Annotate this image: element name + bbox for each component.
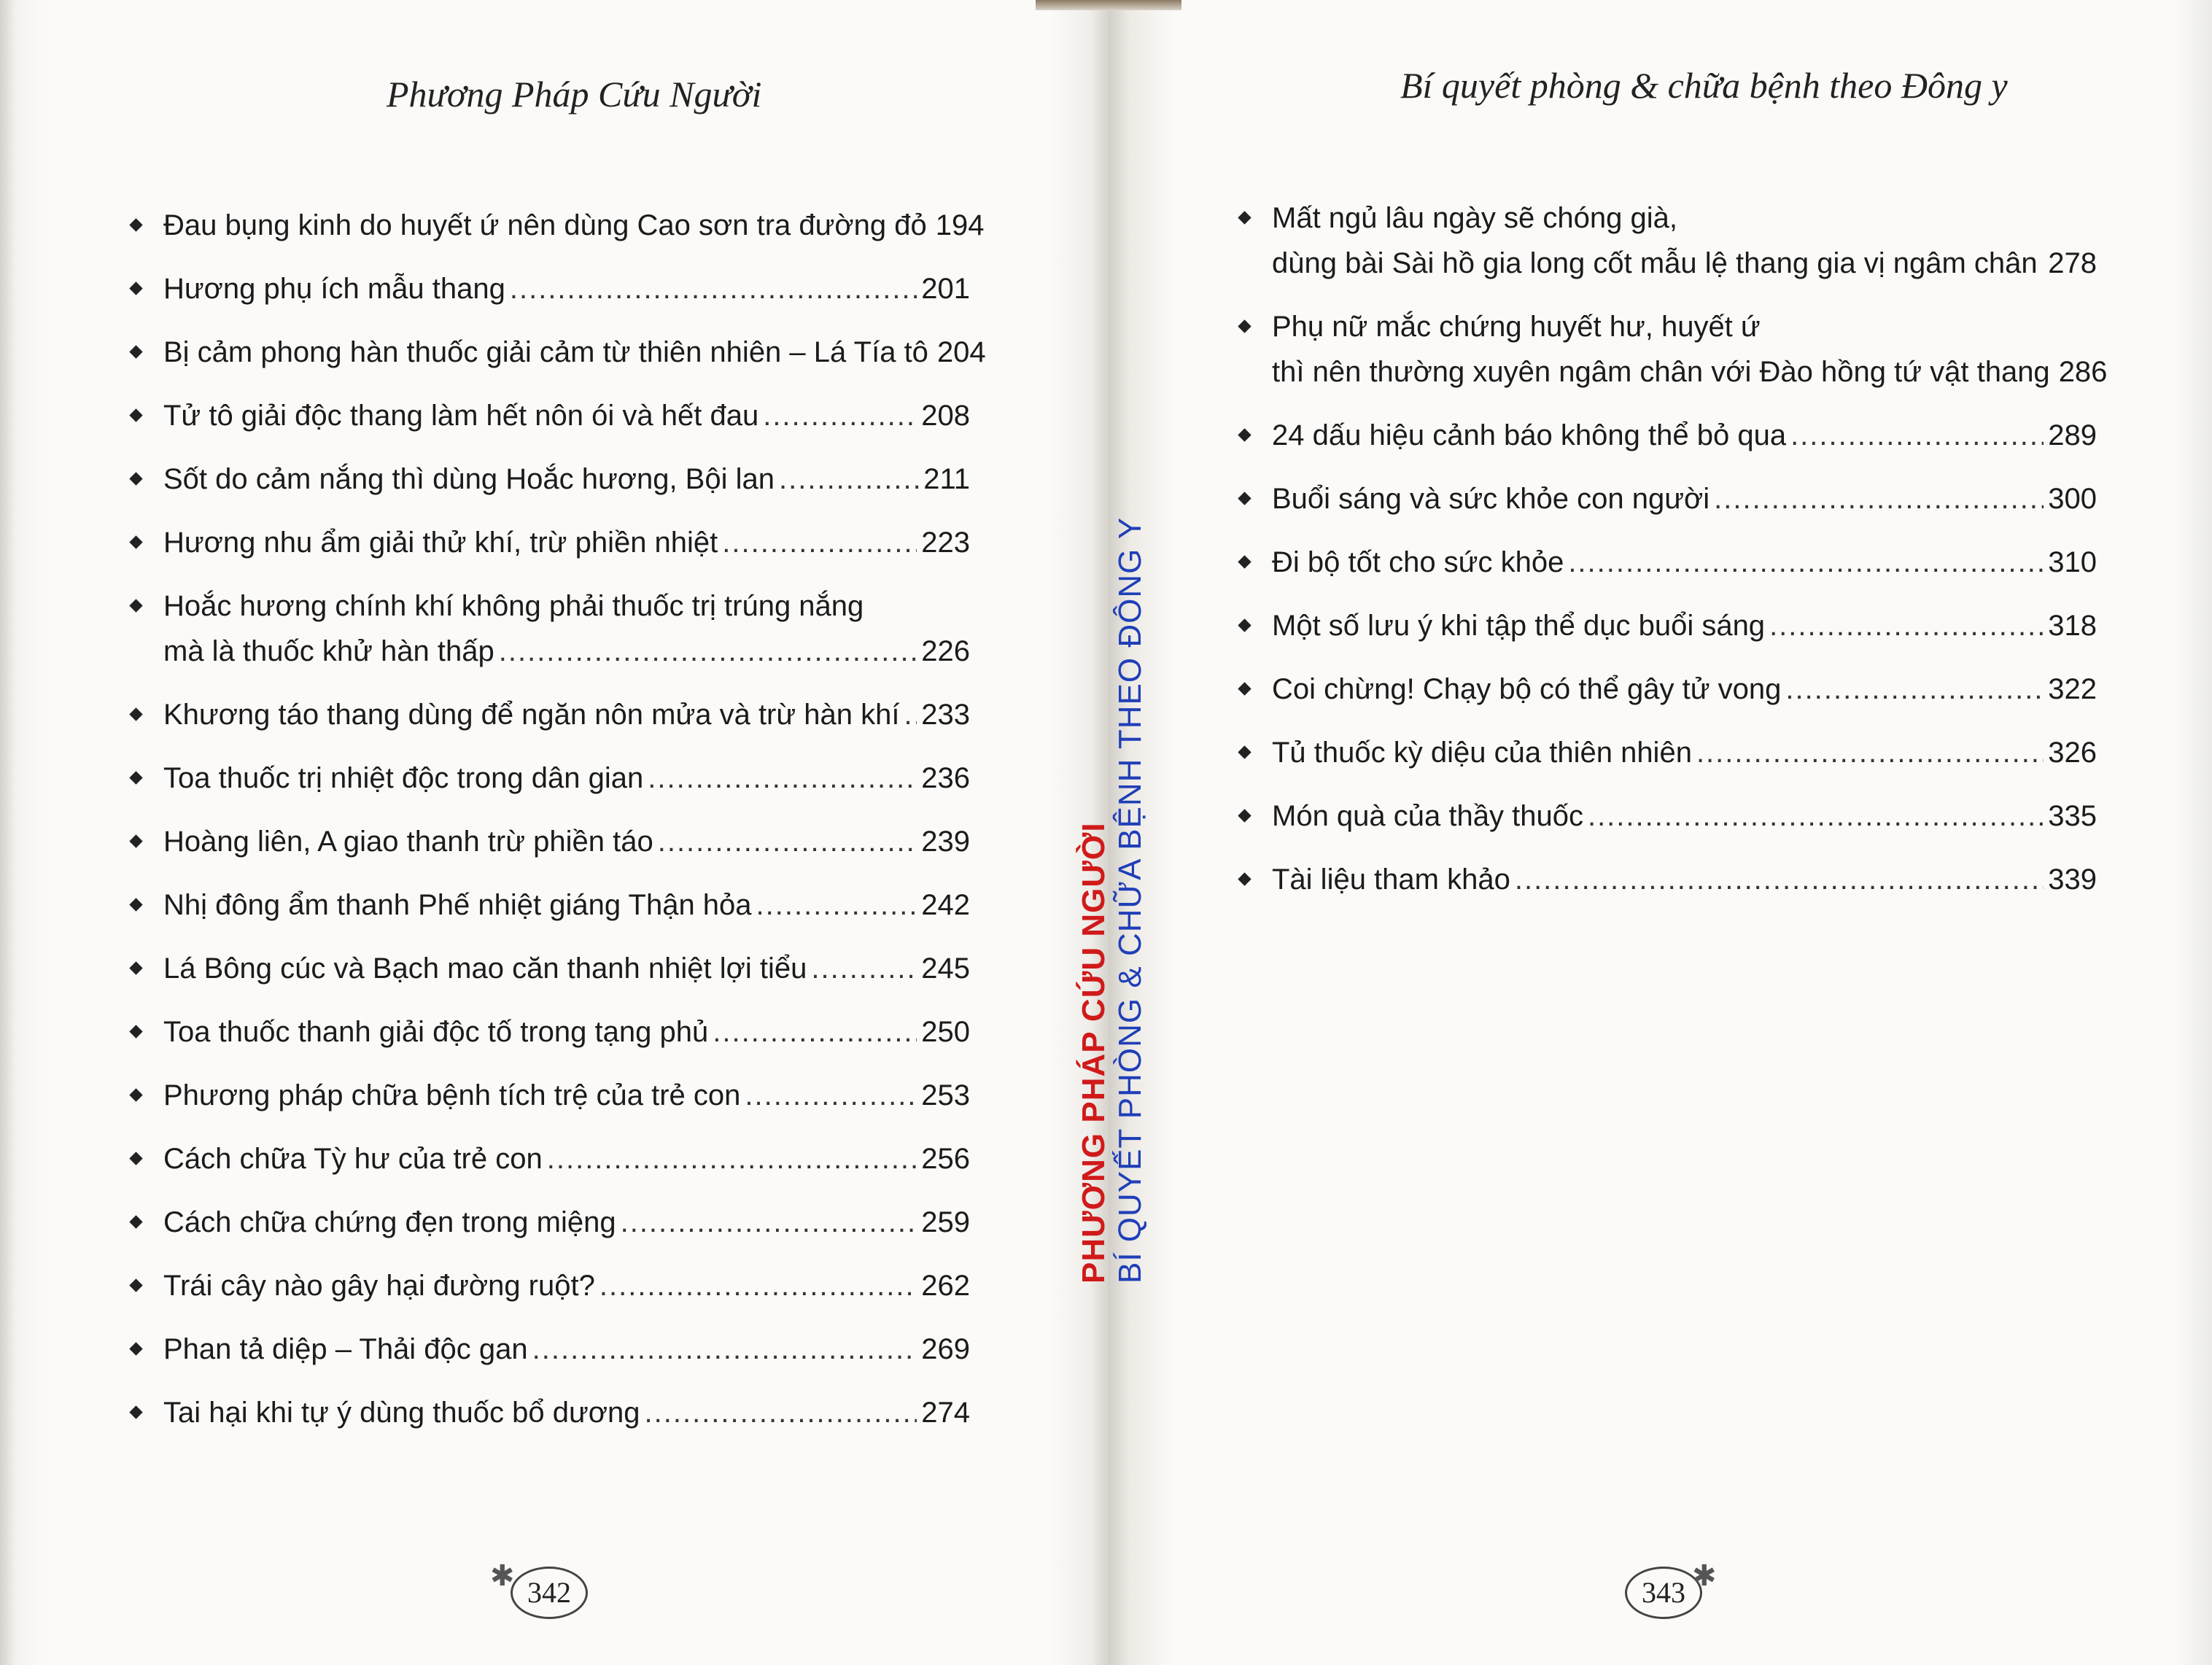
toc-entry-title-line: Phụ nữ mắc chứng huyết hư, huyết ứ bbox=[1272, 311, 1761, 343]
bullet-diamond-icon bbox=[129, 218, 142, 231]
dot-leader bbox=[2042, 241, 2044, 286]
dot-leader bbox=[1696, 730, 2044, 775]
right-page bbox=[1109, 0, 2212, 1665]
dot-leader bbox=[1714, 476, 2044, 521]
page-number-right: 343 bbox=[1625, 1567, 1702, 1619]
toc-entry-page: 262 bbox=[921, 1270, 970, 1302]
toc-entry-title: Món quà của thầy thuốc bbox=[1272, 800, 1583, 832]
toc-entry-line bbox=[163, 1136, 970, 1181]
toc-entry-title: Một số lưu ý khi tập thể dục buổi sáng bbox=[1272, 610, 1766, 642]
toc-entry-title: Đau bụng kinh do huyết ứ nên dùng Cao sơn tra đường đỏ bbox=[163, 209, 927, 241]
dot-leader bbox=[1785, 667, 2044, 712]
toc-entry bbox=[1240, 413, 2097, 458]
toc-entry-page: 242 bbox=[921, 889, 970, 921]
bullet-diamond-icon bbox=[129, 898, 142, 911]
toc-entry-title: Hương nhu ẩm giải thử khí, trừ phiền nhiệt bbox=[163, 527, 718, 559]
bullet-diamond-icon bbox=[129, 1215, 142, 1228]
toc-entry-line bbox=[163, 692, 970, 737]
toc-entry-title: Toa thuốc thanh giải độc tố trong tạng phủ bbox=[163, 1016, 709, 1048]
toc-entry-page: 322 bbox=[2048, 673, 2097, 705]
dot-leader bbox=[763, 393, 917, 438]
toc-entry-title: Tử tô giải độc thang làm hết nôn ói và hết đau bbox=[163, 400, 759, 432]
dot-leader bbox=[722, 520, 917, 565]
toc-entry-page: 250 bbox=[921, 1016, 970, 1048]
toc-entry-line bbox=[163, 946, 970, 991]
toc-entry bbox=[131, 1263, 970, 1308]
bullet-diamond-icon bbox=[1238, 319, 1251, 333]
toc-entry-title: Hương phụ ích mẫu thang bbox=[163, 273, 505, 305]
bullet-diamond-icon bbox=[129, 1278, 142, 1292]
bullet-diamond-icon bbox=[129, 1152, 142, 1165]
dot-leader bbox=[547, 1136, 917, 1181]
bullet-diamond-icon bbox=[129, 1342, 142, 1355]
toc-list-right bbox=[1240, 195, 2108, 920]
toc-entry-page: 318 bbox=[2048, 610, 2097, 642]
toc-entry-page: 226 bbox=[921, 635, 970, 667]
toc-entry bbox=[131, 1390, 970, 1435]
bullet-diamond-icon bbox=[1238, 682, 1251, 695]
toc-entry-line bbox=[163, 756, 970, 801]
toc-entry-page: 208 bbox=[921, 400, 970, 432]
toc-entry bbox=[131, 583, 970, 674]
bullet-diamond-icon bbox=[1238, 555, 1251, 568]
toc-entry-title: Phương pháp chữa bệnh tích trệ của trẻ con bbox=[163, 1079, 741, 1111]
toc-entry-line bbox=[1272, 241, 2097, 286]
toc-entry-page: 310 bbox=[2048, 546, 2097, 578]
toc-entry bbox=[1240, 195, 2097, 286]
toc-entry-title: Buổi sáng và sức khỏe con người bbox=[1272, 483, 1710, 515]
book-subtitle-vertical: BÍ QUYẾT PHÒNG & CHỮA BỆNH THEO ĐÔNG Y bbox=[1112, 516, 1148, 1284]
toc-entry-line bbox=[1272, 540, 2097, 585]
toc-entry-title: mà là thuốc khử hàn thấp bbox=[163, 635, 494, 667]
toc-entry bbox=[1240, 730, 2097, 775]
toc-entry-page: 259 bbox=[921, 1206, 970, 1238]
toc-entry-page: 256 bbox=[921, 1143, 970, 1175]
toc-entry bbox=[131, 1200, 970, 1245]
dot-leader bbox=[645, 1390, 917, 1435]
bullet-diamond-icon bbox=[1238, 428, 1251, 441]
toc-entry bbox=[131, 1327, 970, 1372]
toc-entry-title: Cách chữa chứng đẹn trong miệng bbox=[163, 1206, 616, 1238]
toc-entry bbox=[1240, 857, 2097, 902]
toc-entry bbox=[131, 203, 985, 248]
dot-leader bbox=[510, 266, 917, 311]
toc-entry bbox=[131, 457, 970, 502]
toc-entry bbox=[131, 946, 970, 991]
toc-entry-line bbox=[1272, 793, 2097, 839]
toc-entry-line bbox=[163, 882, 970, 928]
toc-entry-title: Toa thuốc trị nhiệt độc trong dân gian bbox=[163, 762, 644, 794]
page-number-left: 342 bbox=[511, 1567, 588, 1619]
bullet-diamond-icon bbox=[129, 599, 142, 612]
toc-entry-title: dùng bài Sài hồ gia long cốt mẫu lệ thang gia vị ngâm chân bbox=[1272, 247, 2038, 279]
dot-leader bbox=[499, 629, 917, 674]
book-spine-shadow bbox=[1036, 0, 1181, 10]
toc-entry-title: Tủ thuốc kỳ diệu của thiên nhiên bbox=[1272, 737, 1692, 769]
toc-entry bbox=[131, 520, 970, 565]
bullet-diamond-icon bbox=[1238, 809, 1251, 822]
toc-entry-line bbox=[163, 1200, 970, 1245]
toc-entry-title: Hoàng liên, A giao thanh trừ phiền táo bbox=[163, 826, 653, 858]
dot-leader bbox=[648, 756, 917, 801]
dot-leader bbox=[745, 1073, 917, 1118]
toc-entry-page: 286 bbox=[2058, 356, 2108, 388]
toc-entry-title: Nhị đông ẩm thanh Phế nhiệt giáng Thận hỏa bbox=[163, 889, 752, 921]
toc-entry bbox=[1240, 476, 2097, 521]
toc-entry-page: 194 bbox=[935, 209, 985, 241]
toc-entry-line bbox=[163, 629, 970, 674]
toc-list-left bbox=[131, 203, 986, 1454]
toc-entry bbox=[131, 266, 970, 311]
dot-leader bbox=[713, 1009, 917, 1055]
toc-entry-line bbox=[163, 1073, 970, 1118]
toc-entry-line bbox=[163, 1327, 970, 1372]
dot-leader bbox=[904, 692, 917, 737]
toc-entry-page: 274 bbox=[921, 1397, 970, 1429]
toc-entry bbox=[131, 330, 986, 375]
toc-entry-line bbox=[163, 266, 970, 311]
star-ornament-icon: ✱ bbox=[1692, 1560, 1717, 1592]
toc-entry-page: 339 bbox=[2048, 863, 2097, 896]
toc-entry-title: Sốt do cảm nắng thì dùng Hoắc hương, Bội lan bbox=[163, 463, 775, 495]
bullet-diamond-icon bbox=[1238, 745, 1251, 758]
toc-entry bbox=[131, 393, 970, 438]
bullet-diamond-icon bbox=[129, 535, 142, 548]
toc-entry-line bbox=[163, 457, 970, 502]
book-title-band bbox=[1076, 335, 1149, 1284]
bullet-diamond-icon bbox=[1238, 618, 1251, 632]
toc-entry-line bbox=[1272, 476, 2097, 521]
toc-entry-title: Tai hại khi tự ý dùng thuốc bổ dương bbox=[163, 1397, 640, 1429]
toc-entry-line bbox=[163, 819, 970, 864]
toc-entry bbox=[1240, 603, 2097, 648]
star-ornament-icon: ✱ bbox=[490, 1560, 515, 1592]
dot-leader bbox=[1769, 603, 2044, 648]
toc-entry-title: Khương táo thang dùng để ngăn nôn mửa và trừ hàn khí bbox=[163, 699, 900, 731]
toc-entry-title: Phan tả diệp – Thải độc gan bbox=[163, 1333, 528, 1365]
bullet-diamond-icon bbox=[129, 707, 142, 721]
toc-entry-page: 300 bbox=[2048, 483, 2097, 515]
bullet-diamond-icon bbox=[129, 1088, 142, 1101]
toc-entry bbox=[131, 1073, 970, 1118]
dot-leader bbox=[658, 819, 917, 864]
toc-entry-title: Bị cảm phong hàn thuốc giải cảm từ thiên nhiên – Lá Tía tô bbox=[163, 336, 928, 368]
toc-entry-title: Trái cây nào gây hại đường ruột? bbox=[163, 1270, 595, 1302]
toc-entry bbox=[131, 692, 970, 737]
toc-entry bbox=[1240, 540, 2097, 585]
toc-entry bbox=[1240, 793, 2097, 839]
toc-entry bbox=[131, 1136, 970, 1181]
bullet-diamond-icon bbox=[1238, 872, 1251, 885]
toc-entry-line bbox=[163, 393, 970, 438]
toc-entry bbox=[1240, 667, 2097, 712]
toc-entry-line bbox=[163, 330, 986, 375]
toc-entry-page: 269 bbox=[921, 1333, 970, 1365]
bullet-diamond-icon bbox=[129, 345, 142, 358]
dot-leader bbox=[599, 1263, 917, 1308]
toc-entry-page: 201 bbox=[921, 273, 970, 305]
toc-entry-line bbox=[1272, 857, 2097, 902]
bullet-diamond-icon bbox=[129, 834, 142, 847]
bullet-diamond-icon bbox=[129, 961, 142, 974]
toc-entry-title: Lá Bông cúc và Bạch mao căn thanh nhiệt lợi tiểu bbox=[163, 952, 807, 985]
dot-leader bbox=[532, 1327, 917, 1372]
toc-entry bbox=[1240, 304, 2108, 395]
toc-entry-line bbox=[1272, 730, 2097, 775]
toc-entry bbox=[131, 819, 970, 864]
toc-entry-page: 204 bbox=[936, 336, 986, 368]
dot-leader bbox=[756, 882, 917, 928]
running-head-left: Phương Pháp Cứu Người bbox=[387, 74, 762, 115]
toc-entry-title: Coi chừng! Chạy bộ có thể gây tử vong bbox=[1272, 673, 1782, 705]
bullet-diamond-icon bbox=[129, 282, 142, 295]
book-title-vertical: PHƯƠNG PHÁP CỨU NGƯỜI bbox=[1076, 822, 1111, 1284]
toc-entry-page: 233 bbox=[921, 699, 970, 731]
toc-entry-line bbox=[1272, 413, 2097, 458]
toc-entry bbox=[131, 756, 970, 801]
bullet-diamond-icon bbox=[1238, 211, 1251, 224]
toc-entry bbox=[131, 882, 970, 928]
toc-entry-page: 245 bbox=[921, 952, 970, 985]
toc-entry-page: 278 bbox=[2048, 247, 2097, 279]
toc-entry-page: 211 bbox=[923, 463, 970, 495]
toc-entry-line bbox=[163, 520, 970, 565]
toc-entry-line bbox=[1272, 349, 2108, 395]
toc-entry-title: Cách chữa Tỳ hư của trẻ con bbox=[163, 1143, 543, 1175]
bullet-diamond-icon bbox=[1238, 492, 1251, 505]
toc-entry-page: 326 bbox=[2048, 737, 2097, 769]
toc-entry-title-line: Hoắc hương chính khí không phải thuốc trị trúng nắng bbox=[163, 590, 864, 622]
bullet-diamond-icon bbox=[129, 1025, 142, 1038]
dot-leader bbox=[1568, 540, 2044, 585]
toc-entry-page: 223 bbox=[921, 527, 970, 559]
toc-entry-line bbox=[1272, 603, 2097, 648]
toc-entry-title: thì nên thường xuyên ngâm chân với Đào hồng tứ vật thang bbox=[1272, 356, 2050, 388]
bullet-diamond-icon bbox=[129, 771, 142, 784]
toc-entry-title: Tài liệu tham khảo bbox=[1272, 863, 1510, 896]
toc-entry-title-line: Mất ngủ lâu ngày sẽ chóng già, bbox=[1272, 202, 1677, 234]
dot-leader bbox=[1790, 413, 2044, 458]
toc-entry-page: 239 bbox=[921, 826, 970, 858]
bullet-diamond-icon bbox=[129, 1405, 142, 1418]
toc-entry-line bbox=[163, 1390, 970, 1435]
dot-leader bbox=[811, 946, 917, 991]
toc-entry-line bbox=[1272, 667, 2097, 712]
toc-entry-page: 236 bbox=[921, 762, 970, 794]
dot-leader bbox=[1588, 793, 2044, 839]
dot-leader bbox=[621, 1200, 917, 1245]
toc-entry-title: Đi bộ tốt cho sức khỏe bbox=[1272, 546, 1564, 578]
toc-entry-title: 24 dấu hiệu cảnh báo không thể bỏ qua bbox=[1272, 419, 1787, 451]
bullet-diamond-icon bbox=[129, 408, 142, 422]
toc-entry bbox=[131, 1009, 970, 1055]
dot-leader bbox=[1515, 857, 2044, 902]
running-head-right: Bí quyết phòng & chữa bệnh theo Đông y bbox=[1400, 65, 2008, 106]
dot-leader bbox=[779, 457, 919, 502]
bullet-diamond-icon bbox=[129, 472, 142, 485]
toc-entry-line bbox=[163, 1263, 970, 1308]
toc-entry-page: 289 bbox=[2048, 419, 2097, 451]
toc-entry-page: 253 bbox=[921, 1079, 970, 1111]
toc-entry-line bbox=[163, 203, 985, 248]
toc-entry-page: 335 bbox=[2048, 800, 2097, 832]
toc-entry-line bbox=[163, 1009, 970, 1055]
